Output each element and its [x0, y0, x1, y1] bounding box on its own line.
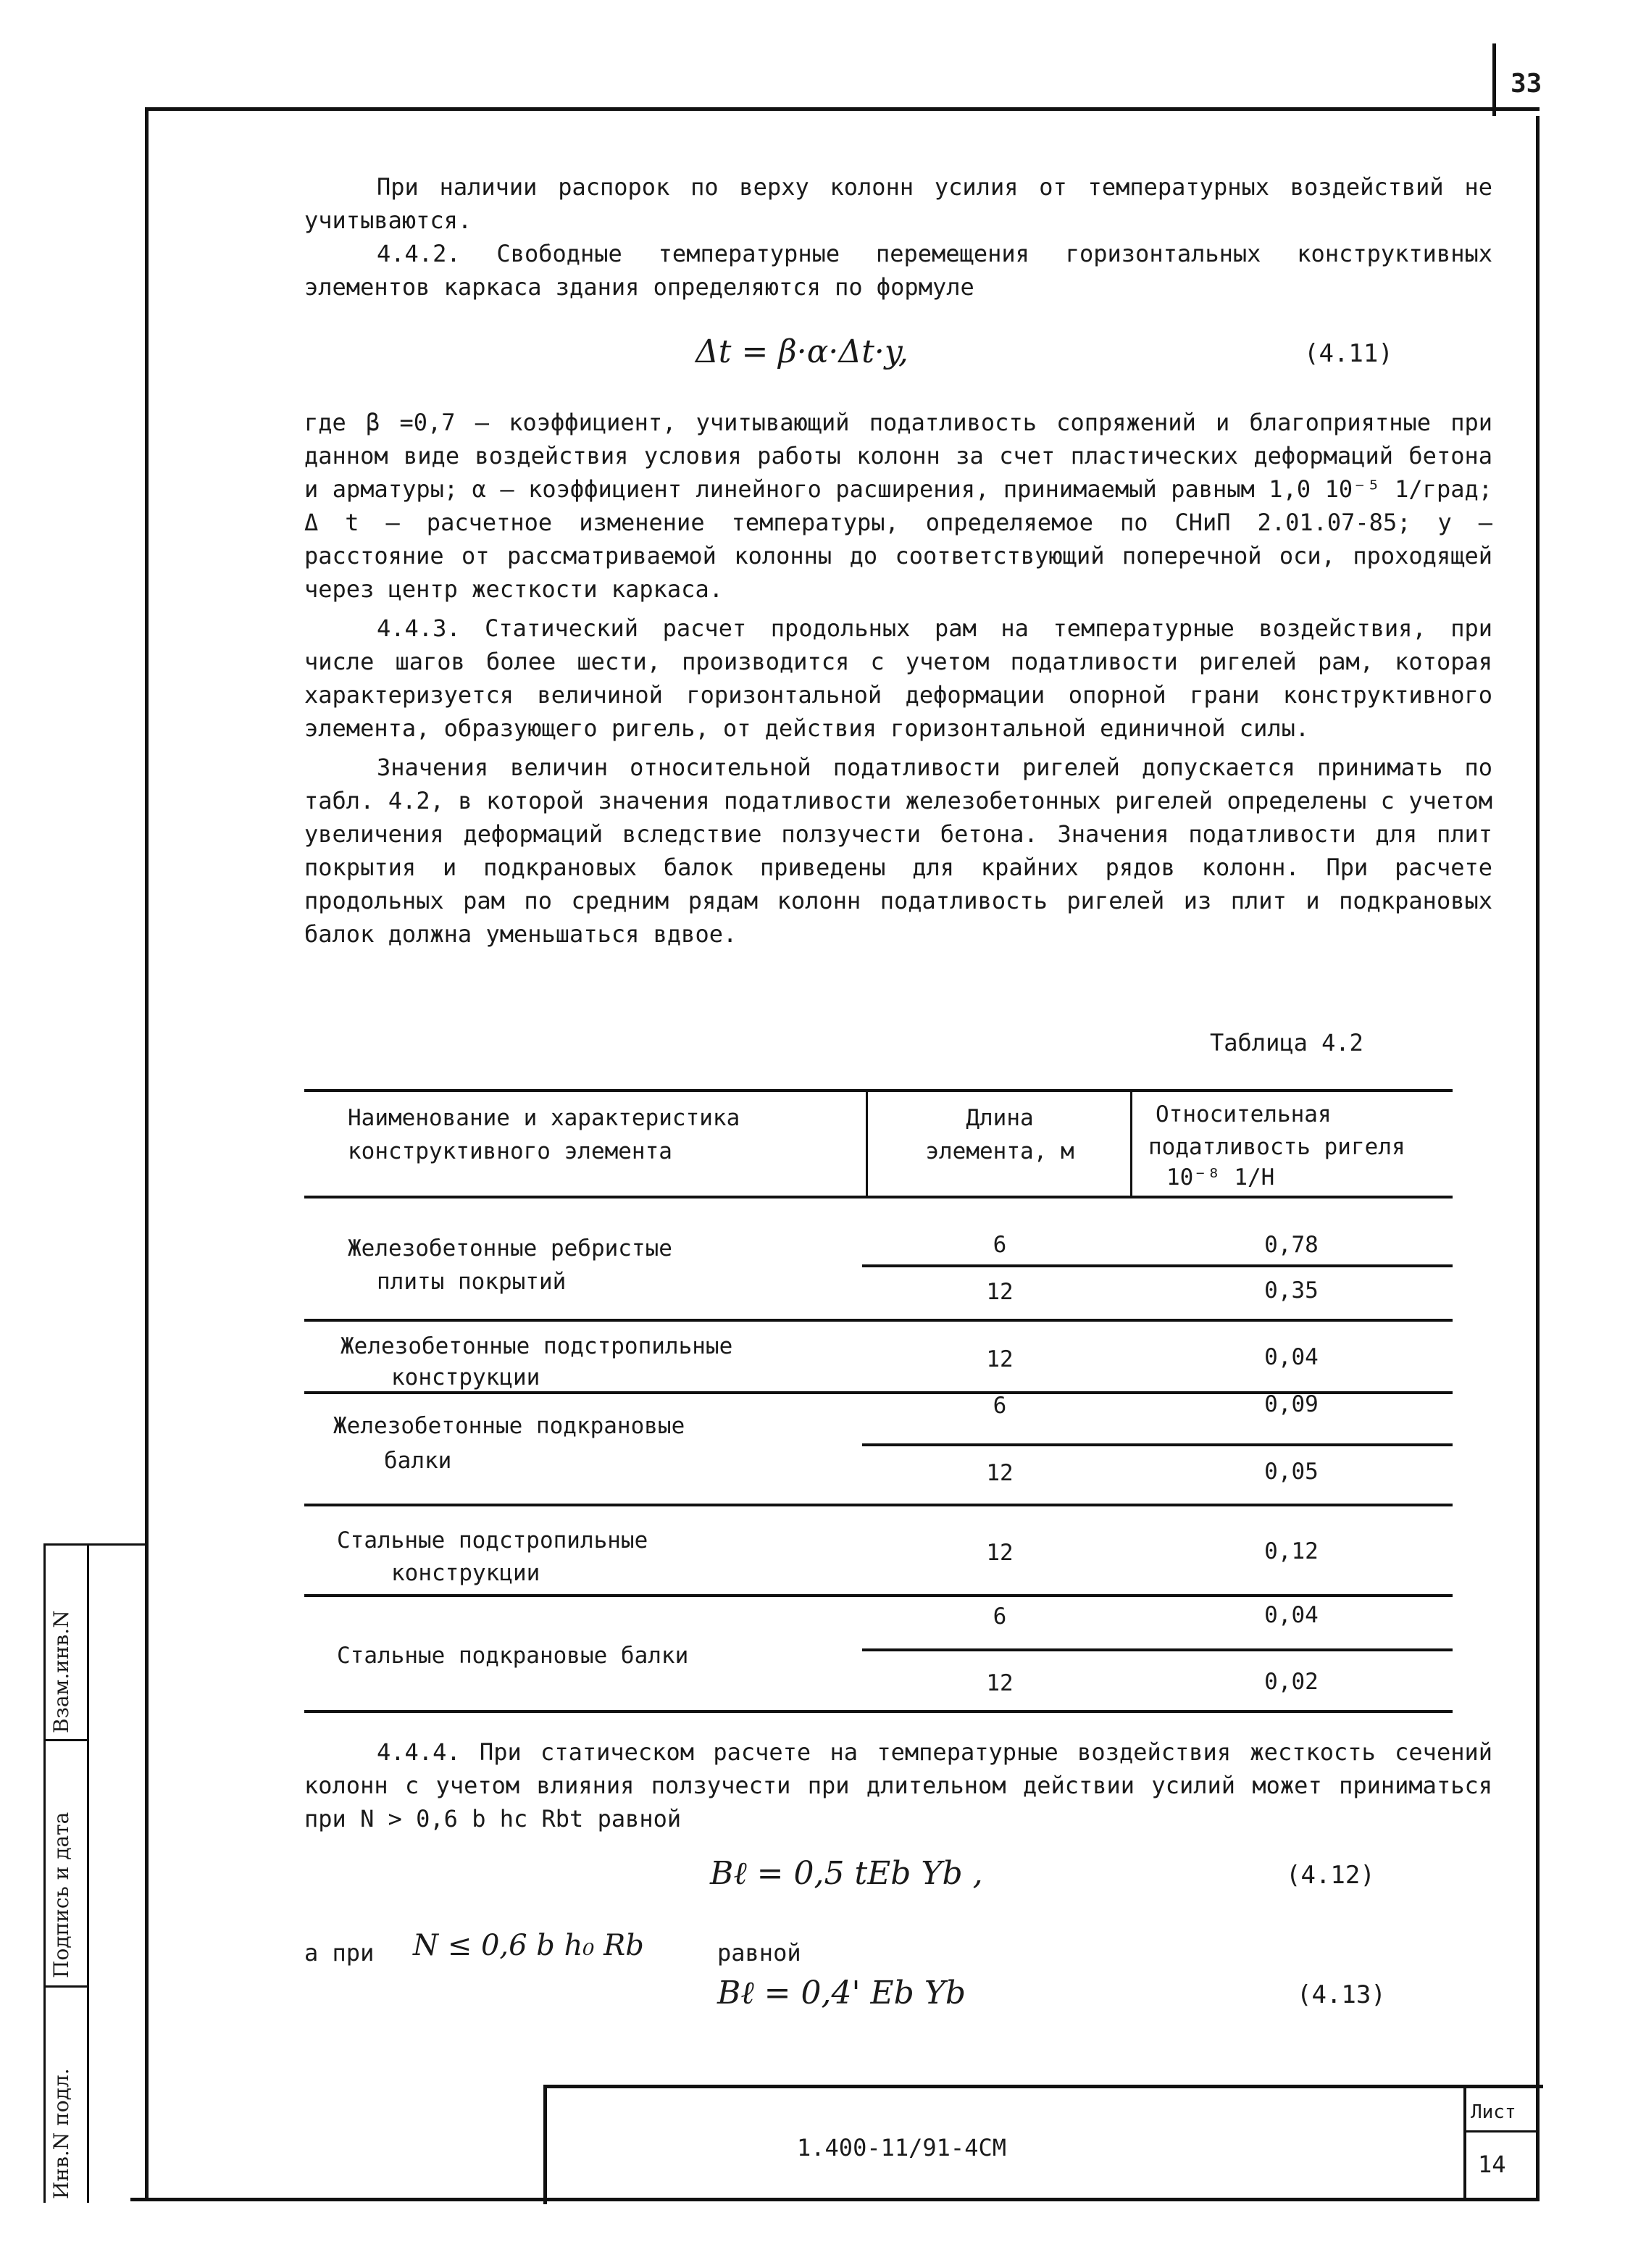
side-label-inv-podl: Инв.N подл. [49, 2068, 73, 2199]
paragraph-4-4-3: 4.4.3. Статический расчет продольных рам на температурные воздействия, при числе шагов более шести, производится с учетом податливости ригелей рам, которая характеризуется величиной горизонтальной деформации опорной грани конструктивного элемента, образующего ригель, от действия горизонтальной единичной силы. [304, 614, 1492, 742]
condition-suffix: равной [717, 1939, 801, 1967]
group-2-row-1-value: 0,04 [1264, 1344, 1319, 1370]
header-compliance-line2: податливость ригеля [1148, 1134, 1405, 1160]
group-4-row-1-value: 0,12 [1264, 1538, 1319, 1564]
formula-4-13-number: (4.13) [1297, 1980, 1386, 2009]
frame-left-border [145, 107, 149, 2201]
group-5-row-2-length: 12 [986, 1670, 1014, 1696]
group-3-name-line2: балки [384, 1448, 452, 1474]
paragraph-values: Значения величин относительной податливости ригелей допускается принимать по табл. 4.2, в которой значения податливости железобетонных ригелей определены с учетом увеличения деформаций вследствие ползучести бетона. Значения податливости для плит покрытия и подкрановых балок приведены для крайних рядов колонн. При расчете продольных рам по средним рядам колонн податливость ригелей из плит и подкрановых балок должна уменьшаться вдвое. [304, 754, 1492, 948]
group-5-row-1-length: 6 [993, 1604, 1007, 1630]
group-1-name-line2: плиты покрытий [377, 1269, 567, 1295]
group-4-bottom-rule [304, 1594, 1453, 1597]
page-number-box-divider [1492, 43, 1496, 116]
header-length-line2: элемента, м [925, 1138, 1074, 1164]
group-3-row-2-value: 0,05 [1264, 1459, 1319, 1485]
side-stamp [43, 1543, 145, 2203]
side-label-vzam-inv: Взам.инв.N [49, 1610, 73, 1733]
header-length-line1: Длина [966, 1105, 1034, 1131]
formula-4-13: Bℓ = 0,4' Eb Yb [717, 1975, 966, 2011]
group-1-row-2-length: 12 [986, 1279, 1014, 1305]
group-4-name-line1: Стальные подстропильные [337, 1527, 648, 1554]
side-stamp-rule-2 [43, 1985, 87, 1988]
group-5-inner-rule [862, 1648, 1453, 1651]
formula-4-12-number: (4.12) [1286, 1861, 1375, 1890]
paragraph-1: При наличии распорок по верху колонн усилия от температурных воздействий не учитываются. [304, 173, 1492, 234]
formula-4-11-number: (4.11) [1304, 339, 1393, 368]
group-3-row-1-value: 0,09 [1264, 1391, 1319, 1417]
frame-right-border [1536, 116, 1540, 2201]
group-3-name-line1: Железобетонные подкрановые [333, 1413, 685, 1439]
title-block [543, 2085, 1543, 2204]
group-2-name-line1: Железобетонные подстропильные [341, 1333, 733, 1359]
formula-4-12: Bℓ = 0,5 tEb Yb , [710, 1855, 983, 1892]
group-5-row-2-value: 0,02 [1264, 1669, 1319, 1695]
table-header-divider-1 [866, 1089, 868, 1196]
group-5-name-line1: Стальные подкрановые балки [337, 1643, 689, 1669]
paragraph-4-4-4: 4.4.4. При статическом расчете на температурные воздействия жесткость сечений колонн с учетом влияния ползучести при длительном действии усилий может приниматься при N > 0,6 b hc Rbt равной [304, 1738, 1492, 1833]
table-caption: Таблица 4.2 [1210, 1029, 1363, 1056]
title-block-sheet-rule [1463, 2130, 1540, 2132]
paragraph-block-2 [304, 406, 1492, 951]
group-1-name-line1: Железобетонные ребристые [348, 1235, 672, 1262]
group-2-name-line2: конструкции [391, 1364, 540, 1391]
paragraph-4-4-2: 4.4.2. Свободные температурные перемещения горизонтальных конструктивных элементов каркаса здания определяются по формуле [304, 240, 1492, 301]
group-1-bottom-rule [304, 1319, 1453, 1322]
page-number: 33 [1511, 69, 1542, 99]
group-2-row-1-length: 12 [986, 1346, 1014, 1372]
table-bottom-rule [304, 1710, 1453, 1713]
side-stamp-top-rule [43, 1543, 145, 1546]
group-4-row-1-length: 12 [986, 1540, 1014, 1566]
condition-prefix: а при [304, 1939, 375, 1967]
paragraph-where: где β =0,7 – коэффициент, учитывающий податливость сопряжений и благоприятные при данном виде воздействия условия работы колонн за счет пластических деформаций бетона и арматуры; α – коэффициент линейного расширения, принимаемый равным 1,0 10⁻⁵ 1/град; Δ t – расчетное изменение температуры, определяемое по СНиП 2.01.07-85; y – расстояние от рассматриваемой колонны до соответствующий поперечной оси, проходящей через центр жесткости каркаса. [304, 409, 1492, 603]
group-1-row-1-value: 0,78 [1264, 1232, 1319, 1258]
document-code: 1.400-11/91-4СМ [797, 2134, 1006, 2161]
group-3-row-2-length: 12 [986, 1460, 1014, 1486]
group-1-row-2-value: 0,35 [1264, 1277, 1319, 1304]
frame-top-border [145, 107, 1540, 111]
group-5-row-1-value: 0,04 [1264, 1602, 1319, 1628]
side-stamp-outer-line [43, 1543, 46, 2203]
sheet-label: Лист [1471, 2101, 1516, 2123]
group-1-row-1-length: 6 [993, 1232, 1007, 1258]
sheet-number: 14 [1478, 2151, 1506, 2178]
header-compliance-line1: Относительная [1156, 1101, 1332, 1127]
paragraph-block-3 [304, 1735, 1492, 1835]
group-3-row-1-length: 6 [993, 1393, 1007, 1419]
side-label-signature-date: Подпись и дата [49, 1812, 73, 1978]
group-1-inner-rule [862, 1264, 1453, 1267]
group-4-name-line2: конструкции [391, 1560, 540, 1586]
side-stamp-inner-line [87, 1543, 89, 2203]
side-stamp-rule-1 [43, 1739, 87, 1741]
formula-4-11: Δt = β·α·Δt·y, [695, 333, 908, 370]
header-compliance-unit: 10⁻⁸ 1/Н [1166, 1164, 1275, 1191]
group-3-inner-rule [862, 1443, 1453, 1446]
table-top-rule [304, 1089, 1453, 1092]
table-header-rule [304, 1196, 1453, 1198]
paragraph-block-1 [304, 170, 1492, 304]
header-name-line1: Наименование и характеристика [348, 1105, 740, 1131]
header-name-line2: конструктивного элемента [348, 1138, 672, 1164]
group-3-bottom-rule [304, 1504, 1453, 1506]
table-header-divider-2 [1130, 1089, 1132, 1196]
condition-formula: N ≤ 0,6 b h₀ Rb [413, 1929, 644, 1962]
title-block-sheet-divider [1463, 2085, 1466, 2201]
